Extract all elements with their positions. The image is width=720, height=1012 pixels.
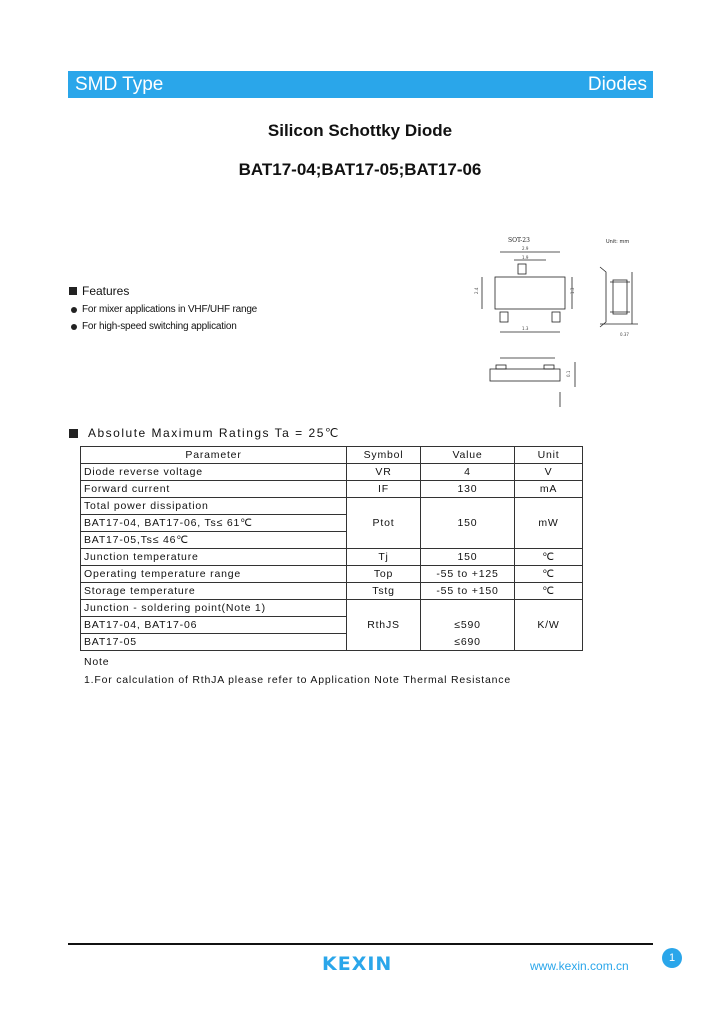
ratings-table [80, 446, 583, 651]
table-header-row [81, 447, 583, 464]
svg-text:0.1: 0.1 [566, 370, 571, 377]
column-header: Value [421, 447, 515, 464]
column-header: Parameter [81, 447, 347, 464]
page-number-badge: 1 [662, 948, 682, 968]
svg-text:0.37: 0.37 [620, 332, 629, 337]
svg-text:2.4: 2.4 [474, 287, 479, 294]
document-title: Silicon Schottky Diode [267, 121, 453, 140]
column-header: Unit [515, 447, 583, 464]
table-row: BAT17-04, BAT17-06, Ts≤ 61℃ [81, 515, 583, 532]
svg-text:1.3: 1.3 [522, 326, 529, 331]
feature-item: For high-speed switching application [69, 321, 257, 332]
table-row: BAT17-05,Ts≤ 46℃ [81, 532, 583, 549]
feature-item: For mixer applications in VHF/UHF range [69, 304, 257, 315]
column-header: Symbol [347, 447, 421, 464]
footer-divider [68, 943, 653, 945]
kexin-logo: KEXIN [322, 953, 393, 975]
table-row: BAT17-04, BAT17-06 ≤590 [81, 617, 583, 634]
svg-text:1.3: 1.3 [570, 287, 575, 294]
table-row: Storage temperature Tstg -55 to +150 ℃ [81, 583, 583, 600]
part-numbers: BAT17-04;BAT17-05;BAT17-06 [238, 160, 482, 179]
square-bullet-icon [69, 287, 77, 295]
note-label: Note [84, 656, 110, 668]
svg-text:2.9: 2.9 [522, 246, 529, 251]
svg-text:1.9: 1.9 [522, 255, 529, 260]
table-row: Diode reverse voltage VR 4 V [81, 464, 583, 481]
square-bullet-icon [69, 429, 78, 438]
ratings-heading: Absolute Maximum Ratings Ta = 25℃ [69, 426, 340, 440]
table-row: Forward current IF 130 mA [81, 481, 583, 498]
table-row: BAT17-05 ≤690 [81, 634, 583, 651]
package-units: Unit: mm [606, 239, 630, 245]
header-category: SMD Type [75, 73, 164, 95]
package-name: SOT-23 [508, 237, 530, 244]
package-outline-drawing [470, 232, 650, 417]
header-bar [68, 71, 653, 98]
website-link[interactable]: www.kexin.com.cn [530, 959, 629, 973]
table-row: Junction temperature Tj 150 ℃ [81, 549, 583, 566]
round-bullet-icon [71, 324, 77, 330]
header-type: Diodes [587, 73, 647, 95]
round-bullet-icon [71, 307, 77, 313]
features-section [69, 284, 257, 338]
table-row: Total power dissipation Ptot 150 mW [81, 498, 583, 515]
features-heading: Features [82, 284, 130, 298]
note-text: 1.For calculation of RthJA please refer to Application Note Thermal Resistance [84, 674, 511, 686]
table-row: Junction - soldering point(Note 1) RthJS K/W [81, 600, 583, 617]
table-row: Operating temperature range Top -55 to +125 ℃ [81, 566, 583, 583]
